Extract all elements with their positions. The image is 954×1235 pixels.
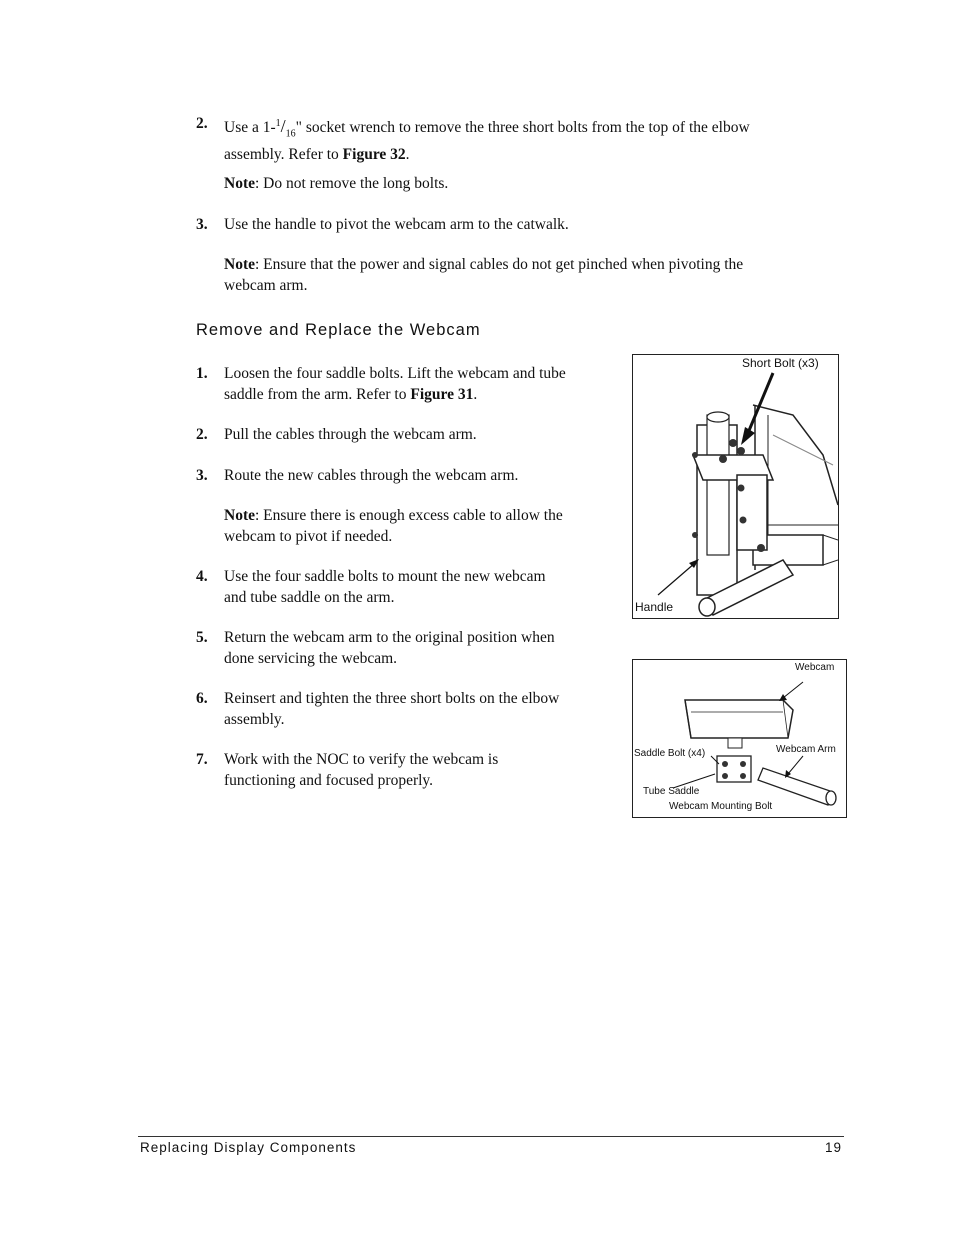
section-heading: Remove and Replace the Webcam [196, 321, 481, 339]
note-no-long-bolts: Note: Do not remove the long bolts. [224, 175, 449, 192]
figure-webcam-mount [632, 659, 847, 818]
label-short-bolt: Short Bolt (x3) [742, 356, 819, 370]
footer-section-title: Replacing Display Components [140, 1140, 357, 1155]
footer-rule [138, 1136, 844, 1137]
note-excess-cable: Note: Ensure there is enough excess cable to allow the webcam to pivot if needed. [224, 507, 563, 545]
label-handle: Handle [635, 600, 674, 614]
figure-ref[interactable]: Figure 32 [342, 146, 406, 164]
step-number: 3. [196, 216, 208, 233]
elbow-illustration [633, 355, 838, 618]
step-line: assembly. Refer to Figure 32. [224, 146, 410, 164]
step-line: Use a $1-^1/_{16}$" socket wrench to remove the three short bolts from the top of the elbow [224, 116, 750, 140]
label-webcam-arm: Webcam Arm [776, 744, 836, 755]
note-cables-pinch: Note: Ensure that the power and signal cables do not get pinched when pivoting the webcam arm. [224, 256, 744, 294]
step-number: 2. [196, 115, 208, 132]
step-line: Use the handle to pivot the webcam arm to the catwalk. [224, 216, 569, 233]
label-webcam: Webcam [795, 662, 835, 673]
label-mounting-bolt: Webcam Mounting Bolt [669, 801, 773, 812]
page-number: 19 [825, 1140, 843, 1155]
label-tube-saddle: Tube Saddle [643, 786, 700, 797]
webcam-illustration [633, 660, 846, 817]
label-saddle-bolt: Saddle Bolt (x4) [634, 748, 706, 759]
figure-ref[interactable]: Figure 31 [410, 386, 474, 403]
figure-elbow-assembly [632, 354, 839, 619]
